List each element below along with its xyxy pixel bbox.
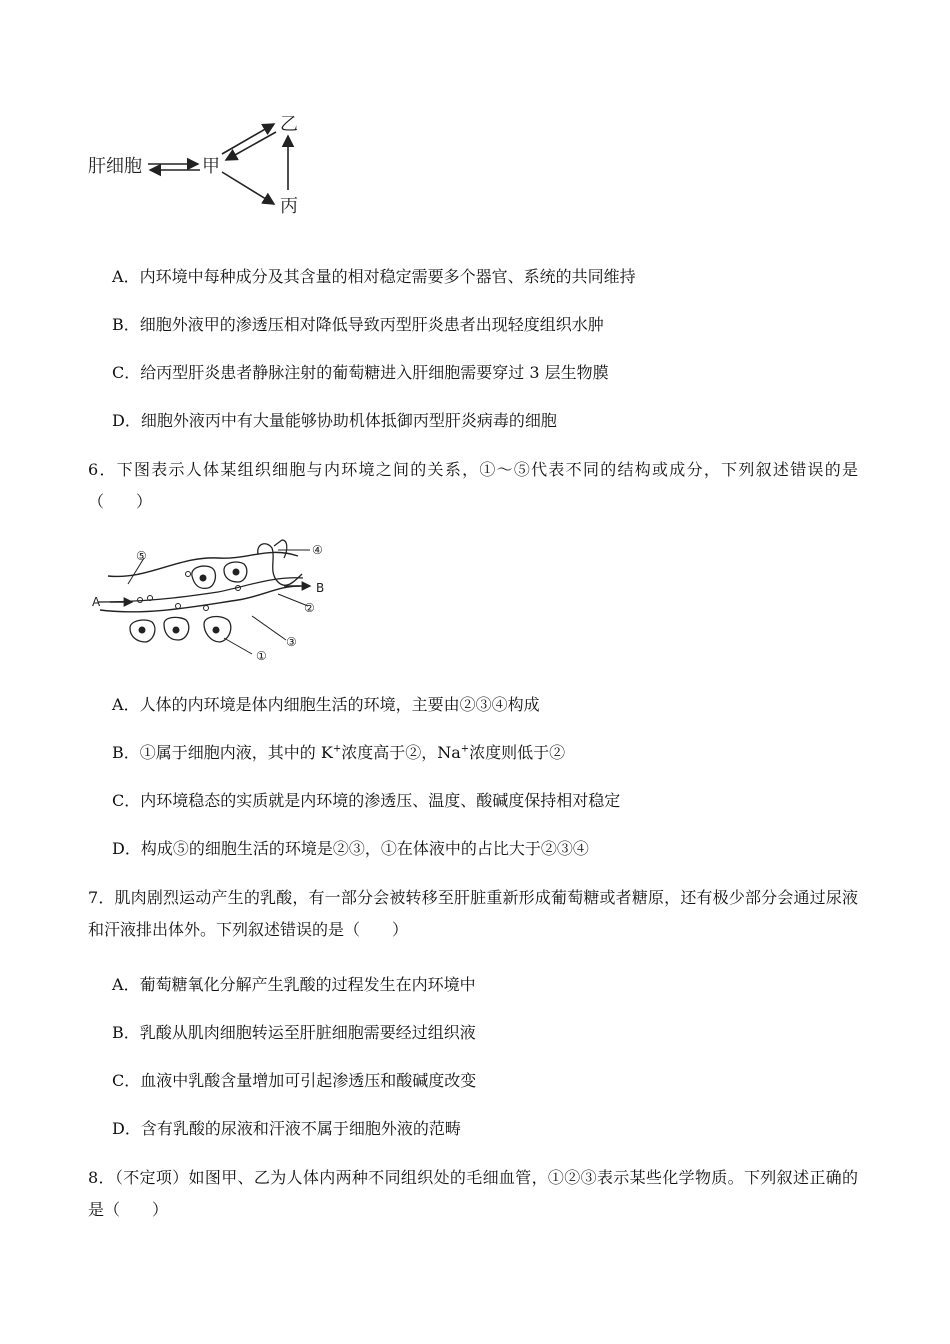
bing-label: 丙 [280,196,298,217]
tissue-environment-diagram [88,536,338,668]
yi-label: 乙 [280,114,298,135]
label-b: B [316,581,325,595]
lymphatic-cap [274,540,287,558]
q6-option-a: A．人体的内环境是体内细胞生活的环境，主要由②③④构成 [112,695,540,714]
label-2: ② [304,601,315,615]
label-a: A [92,595,101,609]
cell-nucleus [139,627,146,634]
q5-option-c: C．给丙型肝炎患者静脉注射的葡萄糖进入肝细胞需要穿过 3 层生物膜 [112,363,609,382]
cell-nucleus [233,569,240,576]
q6-option-c: C．内环境稳态的实质就是内环境的渗透压、温度、酸碱度保持相对稳定 [112,791,621,810]
q5-option-b: B．细胞外液甲的渗透压相对降低导致丙型肝炎患者出现轻度组织水肿 [112,315,604,334]
arrow-jia-to-bing [222,172,274,204]
cell-nucleus [213,627,220,634]
arrow-yi-to-jia [226,132,276,160]
label-1: ① [256,649,267,663]
leader-3 [252,616,286,640]
cell-nucleus [173,627,180,634]
label-4: ④ [312,543,323,557]
blood-cell [176,604,181,609]
cell-nucleus [200,575,207,582]
q7-option-c: C．血液中乳酸含量增加可引起渗透压和酸碱度改变 [112,1071,477,1090]
label-5: ⑤ [136,549,147,563]
capillary-lower-wall [100,586,300,612]
q7-stem: 7．肌肉剧烈运动产生的乳酸，有一部分会被转移至肝脏重新形成葡萄糖或者糖原，还有极少部分会通过尿液和汗液排出体外。下列叙述错误的是（ ） [88,888,858,939]
leader-1 [224,638,252,654]
q7-option-b: B．乳酸从肌肉细胞转运至肝脏细胞需要经过组织液 [112,1023,476,1042]
q8-stem: 8．（不定项）如图甲、乙为人体内两种不同组织处的毛细血管，①②③表示某些化学物质。下列叙述正确的是（ ） [88,1168,858,1219]
q5-option-d: D．细胞外液丙中有大量能够协助机体抵御丙型肝炎病毒的细胞 [112,411,557,430]
capillary-inner-wall [98,578,303,602]
q7-option-d: D．含有乳酸的尿液和汗液不属于细胞外液的范畴 [112,1119,461,1138]
blood-cell [204,606,209,611]
label-3: ③ [286,635,297,649]
q5-option-a: A．内环境中每种成分及其含量的相对稳定需要多个器官、系统的共同维持 [112,267,636,286]
q7-option-a: A．葡萄糖氧化分解产生乳酸的过程发生在内环境中 [112,975,476,994]
q6-option-d: D．构成⑤的细胞生活的环境是②③，①在体液中的占比大于②③④ [112,839,589,858]
blood-cell [186,572,191,577]
jia-label: 甲 [202,156,220,177]
q6-stem: 6．下图表示人体某组织细胞与内环境之间的关系，①～⑤代表不同的结构或成分，下列叙述错误的是（ ） [88,460,858,511]
fluid-relationship-diagram [88,108,318,226]
q6-option-b: B．①属于细胞内液，其中的 K+浓度高于②，Na+浓度则低于② [112,743,566,762]
liver-cell-label: 肝细胞 [88,156,142,177]
arrow-jia-to-yi [222,124,274,154]
